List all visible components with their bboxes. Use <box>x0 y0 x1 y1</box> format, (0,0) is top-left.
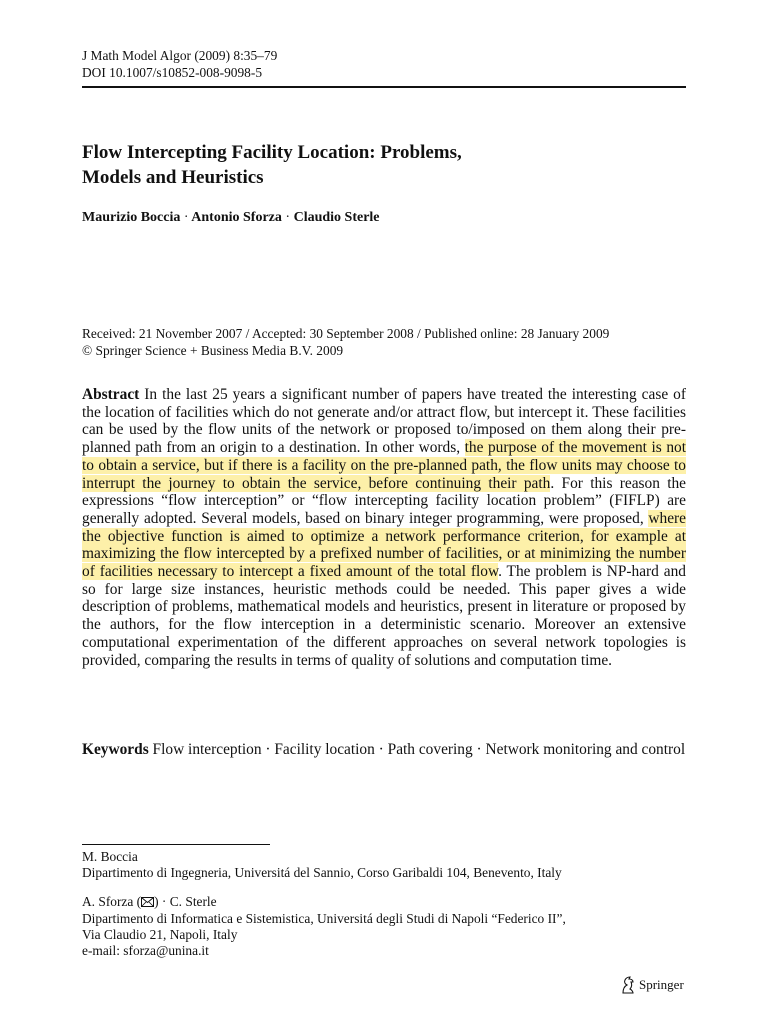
abstract-text: . The problem is NP-hard and so for large size instances, heuristic methods could be needed. This paper gives a wide description of problems, mathematical models and heuristics, present in literature or proposed by the authors, for the flow interception in a deterministic scenario. Moreover an extensive computational experimentation of the different approaches on several network topologies is provided, comparing the results in terms of quality of solutions and computation time. <box>82 563 686 669</box>
abstract-text: In the last 25 years a significant number of papers have treated the interesting case of the location of facilities which do not generate and/or attract flow, but intercept it. These facilities can be used by the flow units of the network or proposed to/imposed on them along their pre-planned path from an origin to a destination. In other words, <box>82 386 686 457</box>
affiliation-name-1: M. Boccia <box>82 849 138 864</box>
author-separator: · <box>285 210 291 225</box>
abstract-label: Abstract <box>82 386 140 403</box>
journal-citation: J Math Model Algor (2009) 8:35–79 <box>82 48 278 63</box>
affiliation-name-2: A. Sforza ( ) · C. Sterle <box>82 894 217 910</box>
author-affiliations <box>82 849 566 958</box>
publisher-name: Springer <box>639 977 684 992</box>
copyright-line: © Springer Science + Business Media B.V. 2009 <box>82 343 344 358</box>
keywords-text: Flow interception · Facility location · Path covering · Network monitoring and control <box>148 741 686 758</box>
springer-horse-icon <box>620 976 636 994</box>
journal-header <box>82 47 277 81</box>
author-name: Maurizio Boccia <box>82 210 181 225</box>
affiliation-address-2b: Via Claudio 21, Napoli, Italy <box>82 926 238 942</box>
abstract <box>82 386 686 669</box>
contact-email[interactable]: e-mail: sforza@unina.it <box>82 942 209 958</box>
affiliation-address-2: Dipartimento di Informatica e Sistemistica, Universitá degli Studi di Napoli “Federico II”, <box>82 911 566 927</box>
author-name: Claudio Sterle <box>293 210 380 225</box>
highlighted-text[interactable]: where the objective function is aimed to optimize a network performance criterion, for example at maximizing the flow intercepted by a prefixed number of facilities, or at minimizing the number of facilities necessary to intercept a fixed amount of the total flow <box>82 509 686 581</box>
journal-doi: DOI 10.1007/s10852-008-9098-5 <box>82 65 263 80</box>
highlighted-text[interactable]: the purpose of the movement is not to obtain a service, but if there is a facility on the pre-planned path, the flow units may choose to interrupt the journey to obtain the service, before continuing their path <box>82 439 686 492</box>
publisher-logo <box>620 976 684 994</box>
author-separator: · <box>183 210 189 225</box>
footnote-rule <box>82 844 270 845</box>
envelope-icon[interactable] <box>141 895 154 911</box>
header-rule <box>82 86 686 88</box>
keywords <box>82 741 686 759</box>
paper-title <box>82 140 686 190</box>
keywords-label: Keywords <box>82 741 149 758</box>
title-line-2: Models and Heuristics <box>82 167 264 188</box>
author-list <box>82 210 380 226</box>
abstract-text: . For this reason the expressions “flow interception” or “flow intercepting facility location problem” (FIFLP) are generally adopted. Several models, based on binary integer programming, were proposed, <box>82 474 687 527</box>
affiliation-address-1: Dipartimento di Ingegneria, Universitá del Sannio, Corso Garibaldi 104, Benevento, Italy <box>82 864 562 880</box>
title-line-1: Flow Intercepting Facility Location: Problems, <box>82 142 462 163</box>
author-name: Antonio Sforza <box>191 210 282 225</box>
received-line: Received: 21 November 2007 / Accepted: 30 September 2008 / Published online: 28 January 2009 <box>82 326 610 341</box>
publication-dates <box>82 325 609 359</box>
